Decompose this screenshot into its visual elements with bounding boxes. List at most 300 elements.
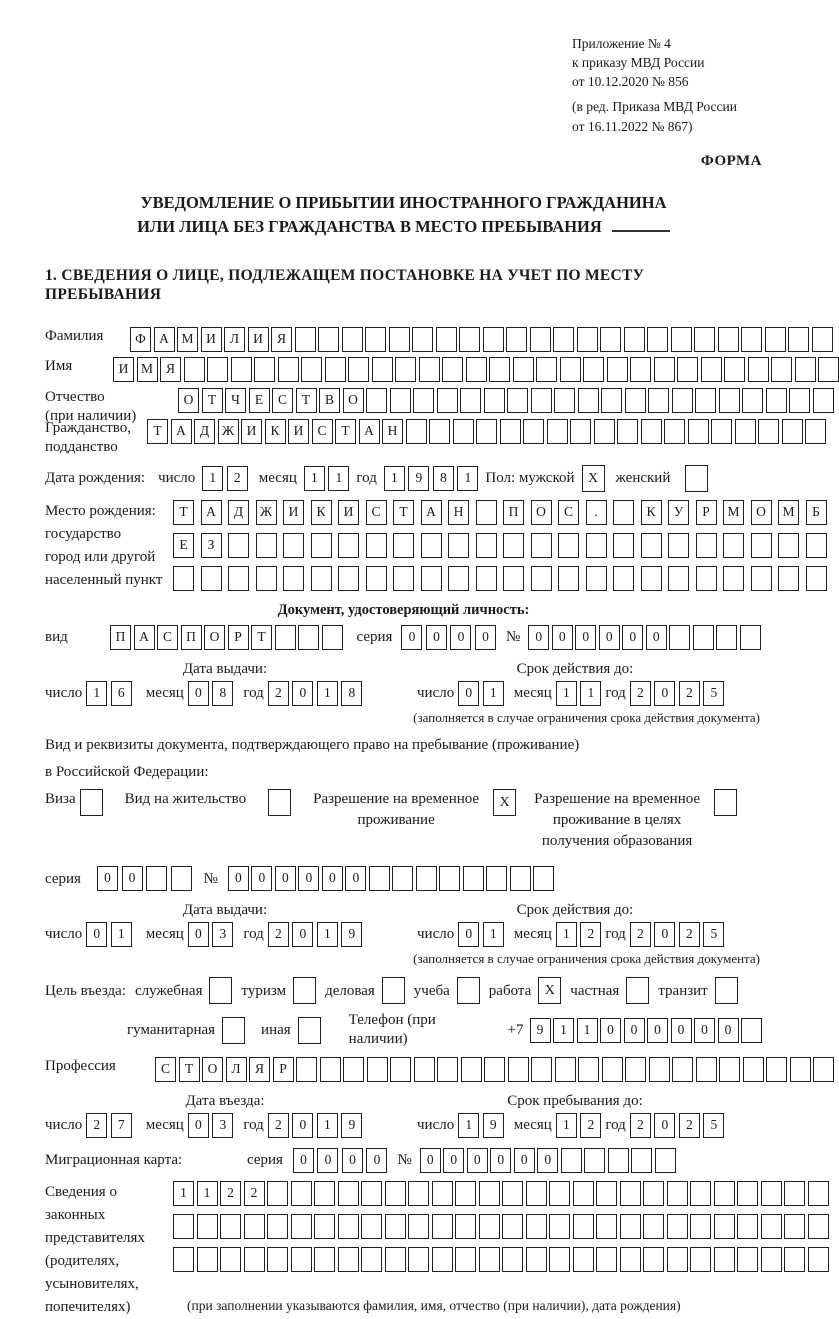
form-cell[interactable] [342, 327, 363, 352]
form-cell[interactable]: М [723, 500, 744, 525]
form-cell[interactable]: Р [228, 625, 249, 650]
form-cell[interactable] [648, 388, 669, 413]
form-cell[interactable] [625, 388, 646, 413]
form-cell[interactable] [758, 419, 779, 444]
form-cell[interactable]: 0 [575, 625, 596, 650]
form-cell[interactable]: Я [160, 357, 181, 382]
form-cell[interactable] [256, 566, 277, 591]
form-cell[interactable] [620, 1181, 641, 1206]
form-cell[interactable] [395, 357, 416, 382]
form-cell[interactable] [366, 566, 387, 591]
form-cell[interactable] [530, 327, 551, 352]
form-cell[interactable] [641, 419, 662, 444]
form-cell[interactable] [813, 388, 834, 413]
form-cell[interactable]: М [137, 357, 158, 382]
form-cell[interactable] [667, 1247, 688, 1272]
form-cell[interactable]: И [283, 500, 304, 525]
form-cell[interactable] [584, 1148, 605, 1173]
form-cell[interactable]: 0 [366, 1148, 387, 1173]
form-cell[interactable]: Н [382, 419, 403, 444]
form-cell[interactable]: Н [448, 500, 469, 525]
form-cell[interactable] [714, 1247, 735, 1272]
form-cell[interactable] [184, 357, 205, 382]
form-cell[interactable] [694, 327, 715, 352]
form-cell[interactable]: 1 [173, 1181, 194, 1206]
form-cell[interactable]: 1 [556, 681, 577, 706]
form-cell[interactable]: 5 [703, 1113, 724, 1138]
form-cell[interactable]: З [201, 533, 222, 558]
form-cell[interactable] [314, 1214, 335, 1239]
form-cell[interactable] [361, 1181, 382, 1206]
form-cell[interactable]: 2 [580, 922, 601, 947]
form-cell[interactable] [812, 327, 833, 352]
form-cell[interactable]: 1 [457, 466, 478, 491]
form-cell[interactable] [624, 327, 645, 352]
form-cell[interactable] [228, 533, 249, 558]
form-cell[interactable]: 2 [580, 1113, 601, 1138]
form-cell[interactable]: 0 [251, 866, 272, 891]
form-cell[interactable]: П [503, 500, 524, 525]
form-cell[interactable] [526, 1181, 547, 1206]
form-cell[interactable] [301, 357, 322, 382]
form-cell[interactable]: 2 [220, 1181, 241, 1206]
form-cell[interactable] [693, 625, 714, 650]
form-cell[interactable]: 0 [458, 922, 479, 947]
form-cell[interactable] [613, 566, 634, 591]
form-cell[interactable] [696, 566, 717, 591]
form-cell[interactable]: 8 [433, 466, 454, 491]
form-cell[interactable] [392, 866, 413, 891]
form-cell[interactable]: 0 [646, 625, 667, 650]
form-cell[interactable]: 0 [671, 1018, 692, 1043]
form-cell[interactable] [476, 533, 497, 558]
form-cell[interactable] [298, 625, 319, 650]
form-cell[interactable] [531, 533, 552, 558]
form-cell[interactable]: 1 [317, 1113, 338, 1138]
form-cell[interactable] [667, 1214, 688, 1239]
form-cell[interactable] [296, 1057, 317, 1082]
form-cell[interactable] [201, 566, 222, 591]
form-cell[interactable]: 0 [467, 1148, 488, 1173]
form-cell[interactable]: 2 [679, 1113, 700, 1138]
form-cell[interactable] [476, 500, 497, 525]
form-cell[interactable]: 3 [212, 922, 233, 947]
form-cell[interactable]: 9 [341, 922, 362, 947]
form-cell[interactable] [366, 533, 387, 558]
form-cell[interactable]: И [201, 327, 222, 352]
form-cell[interactable]: 0 [426, 625, 447, 650]
form-cell[interactable] [267, 1247, 288, 1272]
form-cell[interactable]: Б [806, 500, 827, 525]
form-cell[interactable]: Д [228, 500, 249, 525]
form-cell[interactable] [741, 327, 762, 352]
form-cell[interactable] [412, 327, 433, 352]
form-cell[interactable] [724, 357, 745, 382]
form-cell[interactable] [613, 533, 634, 558]
form-cell[interactable] [711, 419, 732, 444]
form-cell[interactable] [291, 1181, 312, 1206]
form-cell[interactable] [765, 327, 786, 352]
form-cell[interactable] [479, 1214, 500, 1239]
form-cell[interactable] [372, 357, 393, 382]
form-cell[interactable]: Я [249, 1057, 270, 1082]
form-cell[interactable] [455, 1247, 476, 1272]
male-checkbox[interactable]: X [582, 465, 605, 492]
form-cell[interactable] [325, 357, 346, 382]
form-cell[interactable] [453, 419, 474, 444]
form-cell[interactable] [714, 1181, 735, 1206]
form-cell[interactable] [244, 1214, 265, 1239]
form-cell[interactable] [766, 1057, 787, 1082]
form-cell[interactable] [555, 1057, 576, 1082]
form-cell[interactable]: 2 [244, 1181, 265, 1206]
form-cell[interactable] [503, 533, 524, 558]
form-cell[interactable] [808, 1247, 829, 1272]
form-cell[interactable]: 0 [228, 866, 249, 891]
form-cell[interactable]: 2 [679, 922, 700, 947]
form-cell[interactable] [526, 1247, 547, 1272]
form-cell[interactable]: Р [273, 1057, 294, 1082]
form-cell[interactable]: 2 [630, 681, 651, 706]
form-cell[interactable]: 9 [530, 1018, 551, 1043]
form-cell[interactable] [782, 419, 803, 444]
form-cell[interactable] [761, 1181, 782, 1206]
form-cell[interactable] [643, 1214, 664, 1239]
form-cell[interactable] [429, 419, 450, 444]
form-cell[interactable]: 0 [537, 1148, 558, 1173]
form-cell[interactable]: 0 [275, 866, 296, 891]
form-cell[interactable] [393, 533, 414, 558]
form-cell[interactable] [766, 388, 787, 413]
female-checkbox[interactable] [685, 465, 708, 492]
form-cell[interactable] [790, 1057, 811, 1082]
form-cell[interactable] [740, 625, 761, 650]
form-cell[interactable]: П [181, 625, 202, 650]
form-cell[interactable] [690, 1181, 711, 1206]
form-cell[interactable] [314, 1247, 335, 1272]
form-cell[interactable] [291, 1214, 312, 1239]
form-cell[interactable]: 2 [86, 1113, 107, 1138]
form-cell[interactable]: А [421, 500, 442, 525]
form-cell[interactable]: Е [173, 533, 194, 558]
form-cell[interactable] [455, 1214, 476, 1239]
form-cell[interactable] [455, 1181, 476, 1206]
form-cell[interactable] [343, 1057, 364, 1082]
form-cell[interactable] [761, 1247, 782, 1272]
form-cell[interactable] [267, 1181, 288, 1206]
residence-permit-checkbox[interactable] [268, 789, 291, 816]
form-cell[interactable] [533, 866, 554, 891]
form-cell[interactable] [414, 1057, 435, 1082]
form-cell[interactable] [448, 533, 469, 558]
form-cell[interactable] [408, 1181, 429, 1206]
form-cell[interactable] [291, 1247, 312, 1272]
form-cell[interactable]: 0 [600, 1018, 621, 1043]
form-cell[interactable] [818, 357, 839, 382]
form-cell[interactable] [586, 533, 607, 558]
form-cell[interactable]: 1 [580, 681, 601, 706]
form-cell[interactable]: Ж [218, 419, 239, 444]
form-cell[interactable] [413, 388, 434, 413]
form-cell[interactable]: С [366, 500, 387, 525]
form-cell[interactable]: С [272, 388, 293, 413]
form-cell[interactable]: 2 [268, 681, 289, 706]
form-cell[interactable] [561, 1148, 582, 1173]
form-cell[interactable] [338, 1247, 359, 1272]
form-cell[interactable] [778, 533, 799, 558]
form-cell[interactable]: 0 [188, 922, 209, 947]
form-cell[interactable] [500, 419, 521, 444]
form-cell[interactable]: 9 [408, 466, 429, 491]
form-cell[interactable]: 1 [304, 466, 325, 491]
form-cell[interactable]: 2 [630, 922, 651, 947]
form-cell[interactable] [361, 1247, 382, 1272]
form-cell[interactable] [553, 327, 574, 352]
private-checkbox[interactable] [626, 977, 649, 1004]
form-cell[interactable]: И [338, 500, 359, 525]
form-cell[interactable] [531, 1057, 552, 1082]
form-cell[interactable]: С [312, 419, 333, 444]
form-cell[interactable] [583, 357, 604, 382]
form-cell[interactable] [549, 1247, 570, 1272]
form-cell[interactable]: 1 [577, 1018, 598, 1043]
form-cell[interactable]: 0 [694, 1018, 715, 1043]
form-cell[interactable] [367, 1057, 388, 1082]
edu-permit-checkbox[interactable] [714, 789, 737, 816]
form-cell[interactable] [448, 566, 469, 591]
form-cell[interactable]: 0 [292, 1113, 313, 1138]
form-cell[interactable] [607, 357, 628, 382]
form-cell[interactable] [173, 566, 194, 591]
form-cell[interactable]: 1 [317, 922, 338, 947]
form-cell[interactable] [390, 388, 411, 413]
form-cell[interactable] [795, 357, 816, 382]
form-cell[interactable] [275, 625, 296, 650]
form-cell[interactable] [695, 388, 716, 413]
form-cell[interactable] [173, 1247, 194, 1272]
form-cell[interactable] [643, 1181, 664, 1206]
form-cell[interactable]: Р [696, 500, 717, 525]
form-cell[interactable]: Я [271, 327, 292, 352]
form-cell[interactable] [743, 1057, 764, 1082]
form-cell[interactable] [737, 1247, 758, 1272]
form-cell[interactable] [244, 1247, 265, 1272]
form-cell[interactable] [741, 1018, 762, 1043]
form-cell[interactable]: 2 [268, 922, 289, 947]
form-cell[interactable]: 1 [483, 681, 504, 706]
form-cell[interactable]: 1 [458, 1113, 479, 1138]
form-cell[interactable] [436, 327, 457, 352]
form-cell[interactable]: 1 [197, 1181, 218, 1206]
form-cell[interactable] [483, 327, 504, 352]
form-cell[interactable] [531, 566, 552, 591]
form-cell[interactable] [385, 1214, 406, 1239]
form-cell[interactable] [771, 357, 792, 382]
form-cell[interactable] [231, 357, 252, 382]
form-cell[interactable] [578, 1057, 599, 1082]
form-cell[interactable] [314, 1181, 335, 1206]
form-cell[interactable]: 0 [624, 1018, 645, 1043]
form-cell[interactable]: 0 [317, 1148, 338, 1173]
form-cell[interactable] [283, 533, 304, 558]
form-cell[interactable] [506, 327, 527, 352]
form-cell[interactable]: 1 [202, 466, 223, 491]
form-cell[interactable] [197, 1247, 218, 1272]
form-cell[interactable]: 1 [553, 1018, 574, 1043]
form-cell[interactable] [432, 1181, 453, 1206]
form-cell[interactable] [586, 566, 607, 591]
form-cell[interactable] [688, 419, 709, 444]
form-cell[interactable]: 1 [556, 1113, 577, 1138]
form-cell[interactable] [484, 388, 505, 413]
form-cell[interactable]: И [288, 419, 309, 444]
form-cell[interactable] [577, 327, 598, 352]
form-cell[interactable] [531, 388, 552, 413]
form-cell[interactable] [630, 357, 651, 382]
form-cell[interactable] [322, 625, 343, 650]
form-cell[interactable] [228, 566, 249, 591]
form-cell[interactable]: 5 [703, 681, 724, 706]
form-cell[interactable] [278, 357, 299, 382]
form-cell[interactable]: 0 [654, 1113, 675, 1138]
form-cell[interactable]: У [668, 500, 689, 525]
form-cell[interactable]: 0 [420, 1148, 441, 1173]
form-cell[interactable] [696, 533, 717, 558]
form-cell[interactable]: 0 [718, 1018, 739, 1043]
form-cell[interactable] [558, 533, 579, 558]
study-checkbox[interactable] [457, 977, 480, 1004]
form-cell[interactable] [348, 357, 369, 382]
form-cell[interactable] [320, 1057, 341, 1082]
form-cell[interactable] [672, 1057, 693, 1082]
form-cell[interactable] [748, 357, 769, 382]
form-cell[interactable] [742, 388, 763, 413]
form-cell[interactable] [437, 388, 458, 413]
form-cell[interactable] [719, 1057, 740, 1082]
form-cell[interactable] [808, 1214, 829, 1239]
form-cell[interactable] [437, 1057, 458, 1082]
form-cell[interactable] [641, 566, 662, 591]
form-cell[interactable] [620, 1214, 641, 1239]
form-cell[interactable]: 0 [122, 866, 143, 891]
form-cell[interactable]: О [343, 388, 364, 413]
form-cell[interactable] [620, 1247, 641, 1272]
form-cell[interactable]: 0 [443, 1148, 464, 1173]
form-cell[interactable]: Ф [130, 327, 151, 352]
form-cell[interactable] [655, 1148, 676, 1173]
form-cell[interactable] [806, 533, 827, 558]
form-cell[interactable]: Е [249, 388, 270, 413]
form-cell[interactable] [549, 1181, 570, 1206]
temp-permit-checkbox[interactable]: X [493, 789, 516, 816]
form-cell[interactable] [649, 1057, 670, 1082]
form-cell[interactable] [654, 357, 675, 382]
form-cell[interactable] [696, 1057, 717, 1082]
form-cell[interactable]: Т [393, 500, 414, 525]
form-cell[interactable] [813, 1057, 834, 1082]
form-cell[interactable]: 0 [622, 625, 643, 650]
form-cell[interactable]: 5 [703, 922, 724, 947]
form-cell[interactable]: 0 [292, 922, 313, 947]
form-cell[interactable]: 0 [654, 681, 675, 706]
form-cell[interactable] [421, 566, 442, 591]
form-cell[interactable] [442, 357, 463, 382]
form-cell[interactable] [784, 1247, 805, 1272]
form-cell[interactable]: 0 [450, 625, 471, 650]
form-cell[interactable] [173, 1214, 194, 1239]
form-cell[interactable] [508, 1057, 529, 1082]
form-cell[interactable]: 0 [86, 922, 107, 947]
form-cell[interactable] [608, 1148, 629, 1173]
form-cell[interactable]: 0 [322, 866, 343, 891]
form-cell[interactable] [647, 327, 668, 352]
form-cell[interactable] [723, 566, 744, 591]
form-cell[interactable]: Т [335, 419, 356, 444]
form-cell[interactable] [668, 533, 689, 558]
form-cell[interactable] [578, 388, 599, 413]
form-cell[interactable] [701, 357, 722, 382]
form-cell[interactable] [751, 533, 772, 558]
form-cell[interactable] [338, 1181, 359, 1206]
form-cell[interactable]: 0 [345, 866, 366, 891]
form-cell[interactable]: О [751, 500, 772, 525]
form-cell[interactable]: А [134, 625, 155, 650]
form-cell[interactable] [667, 1181, 688, 1206]
form-cell[interactable] [690, 1247, 711, 1272]
form-cell[interactable]: Л [226, 1057, 247, 1082]
form-cell[interactable] [672, 388, 693, 413]
form-cell[interactable]: 0 [599, 625, 620, 650]
form-cell[interactable]: О [178, 388, 199, 413]
form-cell[interactable] [408, 1214, 429, 1239]
form-cell[interactable]: 1 [86, 681, 107, 706]
other-checkbox[interactable] [298, 1017, 321, 1044]
form-cell[interactable] [554, 388, 575, 413]
form-cell[interactable]: Т [179, 1057, 200, 1082]
form-cell[interactable]: . [586, 500, 607, 525]
form-cell[interactable] [318, 327, 339, 352]
form-cell[interactable] [369, 866, 390, 891]
form-cell[interactable] [365, 327, 386, 352]
form-cell[interactable]: А [359, 419, 380, 444]
form-cell[interactable]: 0 [654, 922, 675, 947]
form-cell[interactable] [502, 1214, 523, 1239]
form-cell[interactable] [439, 866, 460, 891]
form-cell[interactable]: 2 [268, 1113, 289, 1138]
form-cell[interactable]: 1 [328, 466, 349, 491]
form-cell[interactable]: К [311, 500, 332, 525]
form-cell[interactable] [476, 419, 497, 444]
business-checkbox[interactable] [382, 977, 405, 1004]
form-cell[interactable] [338, 566, 359, 591]
form-cell[interactable] [805, 419, 826, 444]
form-cell[interactable] [390, 1057, 411, 1082]
form-cell[interactable] [466, 357, 487, 382]
form-cell[interactable]: И [248, 327, 269, 352]
form-cell[interactable] [461, 1057, 482, 1082]
form-cell[interactable] [677, 357, 698, 382]
form-cell[interactable] [613, 500, 634, 525]
form-cell[interactable] [393, 566, 414, 591]
form-cell[interactable]: 3 [212, 1113, 233, 1138]
form-cell[interactable] [311, 566, 332, 591]
form-cell[interactable]: Т [173, 500, 194, 525]
form-cell[interactable] [596, 1247, 617, 1272]
form-cell[interactable] [549, 1214, 570, 1239]
form-cell[interactable] [570, 419, 591, 444]
form-cell[interactable] [735, 419, 756, 444]
form-cell[interactable] [643, 1247, 664, 1272]
